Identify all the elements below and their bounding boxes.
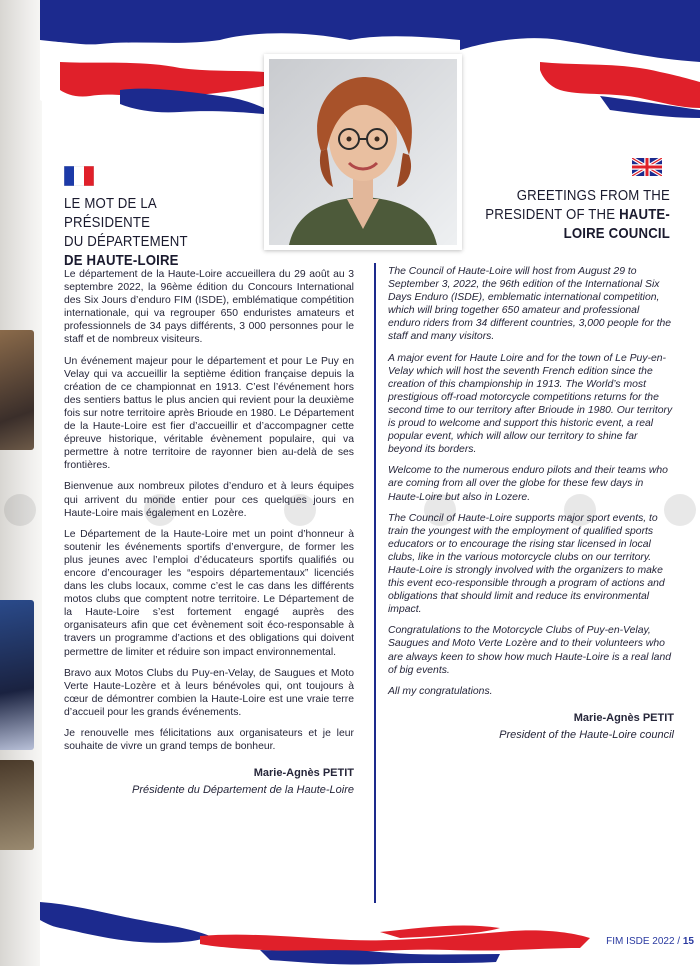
footer-label: FIM ISDE 2022 / xyxy=(606,936,683,947)
english-paragraph: Welcome to the numerous enduro pilots and their teams who are coming from all over the globe for these few days in Haute-Loire but also in Lozere. xyxy=(388,465,668,503)
english-signature-name: Marie-Agnès PETIT xyxy=(573,711,674,724)
french-paragraph: Bravo aux Motos Clubs du Puy-en-Velay, de Saugues et Moto Verte Haute-Lozère et à leurs bénévoles qui, ont toujours à cœur de démontrer combien la Haute-Loire est une vraie terre d’accueil pour les grands événements. xyxy=(64,667,354,718)
english-paragraph: Congratulations to the Motorcycle Clubs of Puy-en-Velay, Saugues and Moto Verte Lozère and to their volunteers who are always keen to show how much Haute-Loire is a real land of big events. xyxy=(388,625,672,676)
spine-photo-1 xyxy=(0,330,34,450)
english-paragraph: The Council of Haute-Loire will host from August 29 to September 3, 2022, the 96th edition of the International Six Days Enduro (ISDE), emblematic international competition, which will bring together 650 amateur and professional enduro riders from 34 different countries, 3,000 people for the staff and many visitors. xyxy=(388,266,672,343)
page-number: 15 xyxy=(682,936,694,947)
portrait-photo xyxy=(264,54,462,250)
french-title xyxy=(64,194,240,270)
english-title xyxy=(476,186,670,243)
french-paragraph: Je renouvelle mes félicitations aux organisateurs et je leur souhaite de vivre un grand temps de bonheur. xyxy=(64,728,354,753)
spine-photo-3 xyxy=(0,760,34,850)
french-signature-role: Présidente du Département de la Haute-Loire xyxy=(132,784,354,797)
footer-brush-banner xyxy=(0,892,700,966)
spine-photo-2 xyxy=(0,600,34,750)
french-paragraph: Un événement majeur pour le département et pour Le Puy en Velay qui va accueillir la septième édition française depuis la création de ce championnat en 1913. C’est l’événement hors des sentiers battus le plus ancien qui revient pour la deuxième fois sur notre territoire après Brioude en 1980. Le Département de la Haute-Loire est fier d’accueillir et d’accompagner cette épreuve historique, véritable évènement populaire, qui va permettre à notre territoire de rayonner bien au-delà de ses frontières. xyxy=(64,355,354,472)
french-paragraph: Le département de la Haute-Loire accueillera du 29 août au 3 septembre 2022, la 96ème édition du Concours International des Six Jours d’enduro FIM (ISDE), emblématique compétition internationale, qui va regrouper 650 enduristes amateurs et professionnels de 34 pays différents, 3 000 personnes pour le staff et de nombreux visiteurs. xyxy=(64,269,354,346)
english-paragraph: All my congratulations. xyxy=(388,685,493,697)
english-column xyxy=(388,265,674,742)
english-title-line-3: LOIRE COUNCIL xyxy=(563,225,670,242)
french-paragraph: Le Département de la Haute-Loire met un point d’honneur à soutenir les événements sportifs d’envergure, de former les plus jeunes avec l’emploi d’éducateurs sportifs qualifiés ou encore d’encourager les “espoirs départementaux” licenciés dans les clubs locaux, comme c’est le cas dans les différents motos clubs que comptent notre territoire. Le Département de la Haute-Loire s’est fortement engagé auprès des organisateurs afin que cet évènement soit éco-responsable à travers un programme d’actions et des obligations qui doivent permettre de limiter et réduire son impact environnemental. xyxy=(64,528,354,658)
french-title-line-1: LE MOT DE LA PRÉSIDENTE xyxy=(64,195,157,231)
french-title-line-2: DU DÉPARTEMENT xyxy=(64,233,188,250)
english-title-line-2a: PRESIDENT OF THE xyxy=(485,206,620,223)
english-title-line-2b: HAUTE- xyxy=(619,206,670,223)
page-footer xyxy=(606,936,694,947)
french-column xyxy=(64,268,354,797)
english-paragraph: The Council of Haute-Loire supports major sport events, to train the youngest with the employment of qualified sports educators or to encourage the rising star licensed in local clubs, like in the various motorcycle clubs on our territory. Haute-Loire is strongly involved with the organizers to make this event eco-responsible through a program of actions and obligations that should limit and reduce its environmental impact. xyxy=(388,512,665,616)
english-signature-role: President of the Haute-Loire council xyxy=(499,728,674,741)
column-divider xyxy=(374,263,376,903)
uk-flag-icon xyxy=(632,158,662,176)
france-flag-icon xyxy=(64,166,94,186)
french-title-line-3: DE HAUTE-LOIRE xyxy=(64,252,179,269)
english-title-line-1: GREETINGS FROM THE xyxy=(516,187,670,204)
english-paragraph: A major event for Haute Loire and for the town of Le Puy-en-Velay which will host the seventh French edition since the creation of this championship in 1913. The World’s most prestigious off-road motorcycle competitions returns for the second time to our territory after Brioude in 1980. Our territory is proud to welcome and support this historic event, a real popular event, which will allow our territory to shine far beyond its borders. xyxy=(388,352,673,456)
french-signature-name: Marie-Agnès PETIT xyxy=(253,767,354,780)
french-paragraph: Bienvenue aux nombreux pilotes d’enduro et à leurs équipes qui arrivent du monde entier pour ces quelques jours en Haute-Loire mais également en Lozère. xyxy=(64,481,354,519)
